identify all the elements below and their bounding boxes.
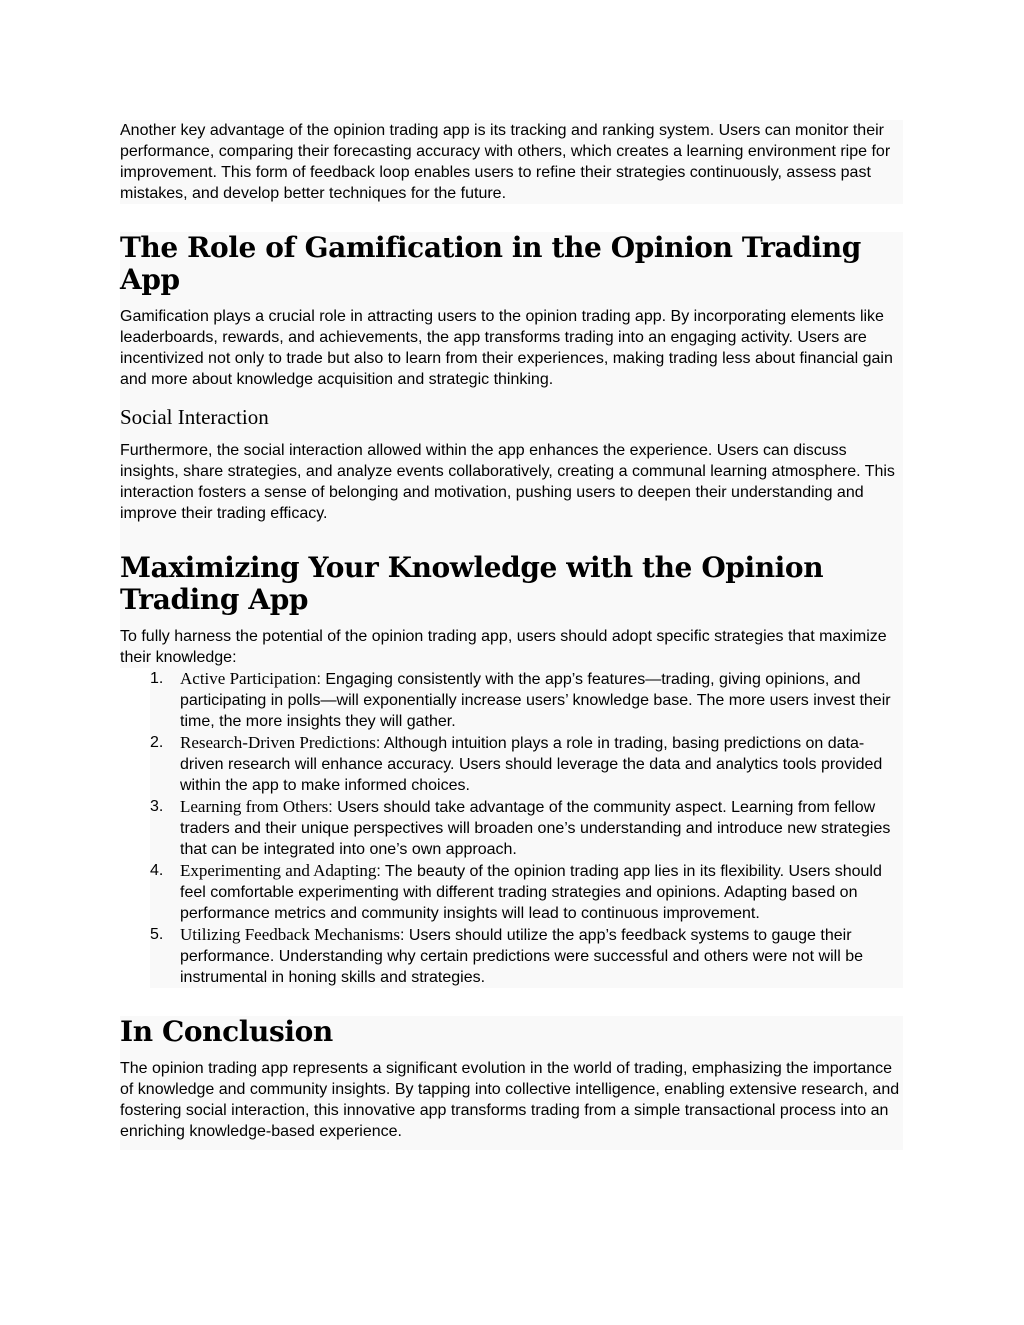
list-item-number: 2. [150,734,164,751]
list-item-term: Research-Driven Predictions [180,733,376,752]
list-item-term: Learning from Others [180,797,329,816]
list-item-number: 1. [150,670,164,687]
list-item [150,796,903,860]
gamification-heading: The Role of Gamification in the Opinion Trading App [120,231,861,296]
maximizing-section [120,552,903,668]
intro-section [120,120,903,204]
list-item-term: Experimenting and Adapting [180,861,377,880]
gamification-section [120,232,903,524]
list-item-text: : Users should utilize the app’s feedback systems to gauge their performance. Understanding why certain predictions were successful and others were not will be instrumental in honing skills and strategies. [180,927,864,986]
list-item-text: : Engaging consistently with the app’s features—trading, giving opinions, and participating in polls—will exponentially increase users’ knowledge base. The more users invest their time, the more insights they will gather. [180,671,891,730]
list-item-term: Active Participation [180,669,317,688]
conclusion-paragraph: The opinion trading app represents a significant evolution in the world of trading, emphasizing the importance of knowledge and community insights. By tapping into collective intelligence, enabling extensive research, and fostering social interaction, this innovative app transforms trading from a simple transactional process into an enriching knowledge-based experience. [120,1060,900,1140]
list-item-text: : Although intuition plays a role in trading, basing predictions on data-driven research will enhance accuracy. Users should leverage the data and analytics tools provided within the app to make informed choices. [180,735,883,794]
list-item-term: Utilizing Feedback Mechanisms [180,925,401,944]
conclusion-section [120,1016,903,1150]
list-item [150,668,903,732]
gamification-paragraph: Gamification plays a crucial role in attracting users to the opinion trading app. By incorporating elements like leaderboards, rewards, and achievements, the app transforms trading into an engaging activity. Users are incentivized not only to trade but also to learn from their experiences, making trading less about financial gain and more about knowledge acquisition and strategic thinking. [120,308,893,388]
list-item [150,860,903,924]
list-item [150,924,903,988]
list-item-number: 4. [150,862,164,879]
document-page [120,120,903,1150]
list-item-text: : The beauty of the opinion trading app lies in its flexibility. Users should feel comfortable experimenting with different trading strategies and opinions. Adapting based on performance metrics and community insights will lead to continuous improvement. [180,863,882,922]
social-heading: Social Interaction [120,405,269,429]
strategy-list [150,668,903,988]
list-item-text: : Users should take advantage of the community aspect. Learning from fellow traders and their unique perspectives will broaden one’s understanding and introduce new strategies that can be integrated into one’s own approach. [180,799,891,858]
conclusion-heading: In Conclusion [120,1015,333,1048]
list-item-number: 5. [150,926,164,943]
maximizing-paragraph: To fully harness the potential of the opinion trading app, users should adopt specific strategies that maximize their knowledge: [120,628,887,666]
social-paragraph: Furthermore, the social interaction allowed within the app enhances the experience. Users can discuss insights, share strategies, and analyze events collaboratively, creating a communal learning atmosphere. This interaction fosters a sense of belonging and motivation, pushing users to deepen their understanding and improve their trading efficacy. [120,442,895,522]
intro-paragraph: Another key advantage of the opinion trading app is its tracking and ranking system. Users can monitor their performance, comparing their forecasting accuracy with others, which creates a learning environment ripe for improvement. This form of feedback loop enables users to refine their strategies continuously, assess past mistakes, and develop better techniques for the future. [120,122,891,202]
list-item [150,732,903,796]
list-item-number: 3. [150,798,164,815]
maximizing-heading: Maximizing Your Knowledge with the Opinion Trading App [120,551,824,616]
